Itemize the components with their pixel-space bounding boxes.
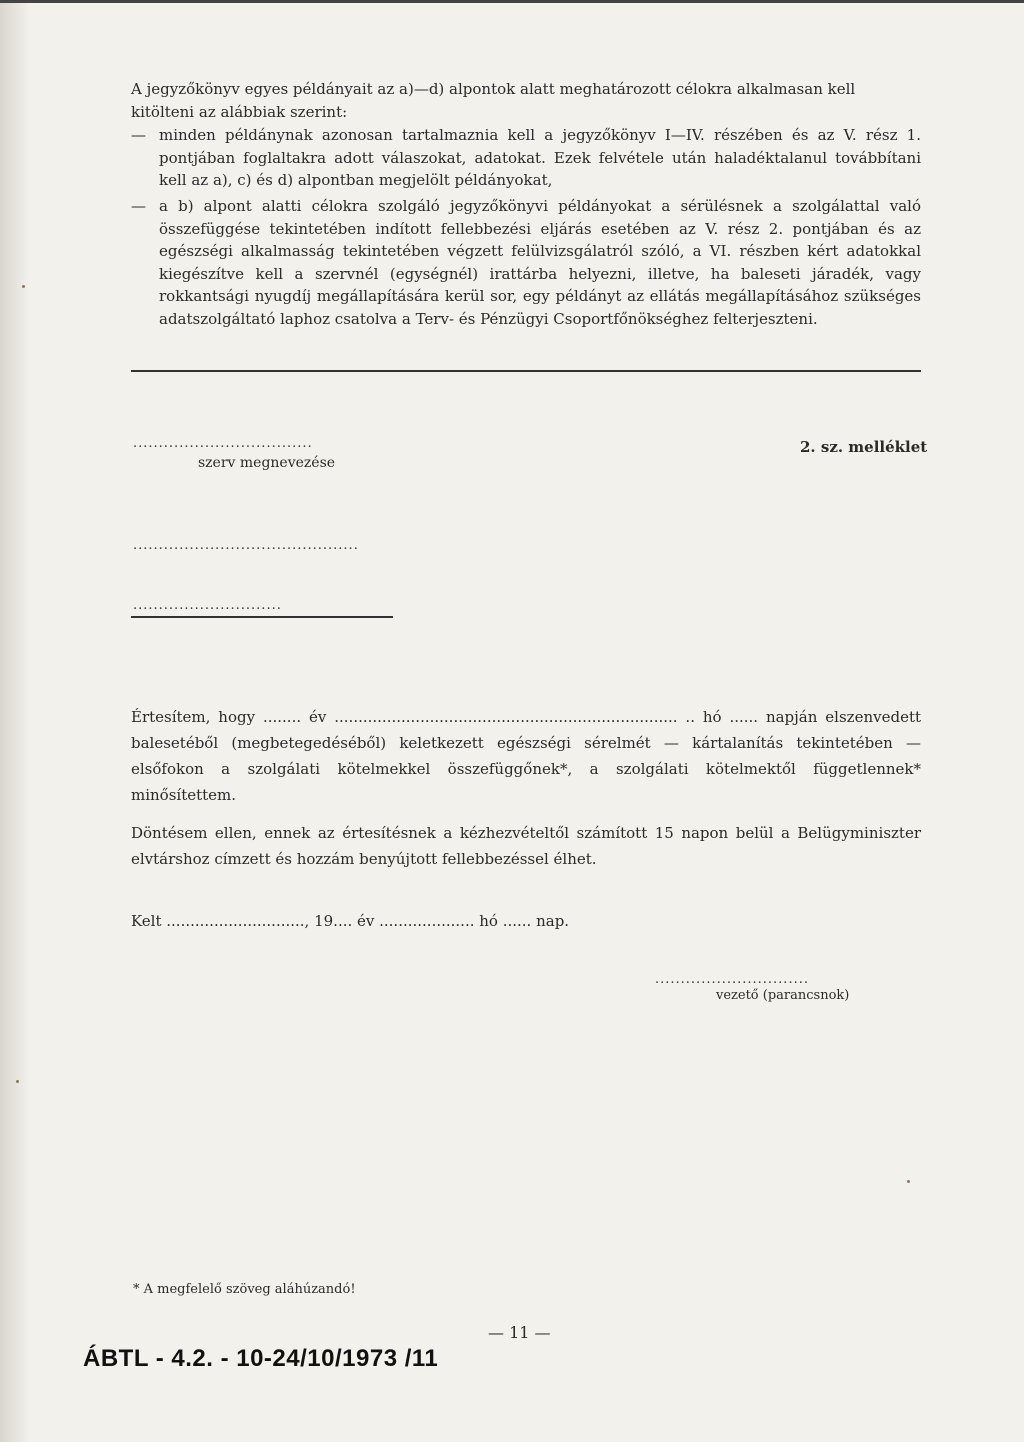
scan-speck <box>22 285 25 288</box>
org-name-dots: ................................... <box>133 436 313 451</box>
notification-paragraph: Értesítem, hogy ........ év ........................................................................ .. hó ...... napján elszenvedett balesetéből (megbetegedéséből) keletkezett egészségi sérelmét — kártalanítás tekintetében — elsőfokon a szolgálati kötelmekkel összefüggőnek*, a szolgálati kötelmektől függetlennek* minősítettem. <box>131 708 921 804</box>
list-item-text: minden példánynak azonosan tartalmaznia kell a jegyzőkönyv I—IV. részében és az V. rész 1. pontjában foglaltakra adott válaszokat, adatokat. Ezek felvétele után haladéktalanul továbbítani kell az a), c) és d) alpontban megjelölt példányokat, <box>159 126 921 189</box>
archive-reference: ÁBTL - 4.2. - 10-24/10/1973 /11 <box>83 1345 439 1372</box>
annex-label: 2. sz. melléklet <box>800 438 928 456</box>
intro-text: A jegyzőkönyv egyes példányait az a)—d) alpontok alatt meghatározott célokra alkalmasan kell kitölteni az alábbiak szerint: <box>131 80 856 121</box>
address-dots-2: ............................. <box>133 598 282 613</box>
scan-edge-shadow <box>0 0 30 1442</box>
signature-dots: .............................. <box>655 972 809 987</box>
scan-speck <box>16 1080 19 1083</box>
scan-speck <box>907 1180 910 1183</box>
date-line: Kelt ............................., 19.... év .................... hó ...... nap. <box>131 912 570 930</box>
section-divider <box>131 370 921 372</box>
appeal-paragraph: Döntésem ellen, ennek az értesítésnek a kézhezvételtől számított 15 napon belül a Belügyminiszter elvtárshoz címzett és hozzám benyújtott fellebbezéssel élhet. <box>131 824 921 868</box>
dash-bullet: — <box>131 197 146 215</box>
dash-bullet: — <box>131 126 146 144</box>
address-dots-1: ............................................ <box>133 538 359 553</box>
footnote: * A megfelelő szöveg aláhúzandó! <box>133 1282 356 1297</box>
top-border <box>0 0 1024 3</box>
list-item <box>131 124 921 192</box>
page-number: — 11 — <box>488 1323 551 1342</box>
org-name-label: szerv megnevezése <box>198 455 336 471</box>
signature-label: vezető (parancsnok) <box>716 988 850 1003</box>
list-item-text: a b) alpont alatti célokra szolgáló jegyzőkönyvi példányokat a sérülésnek a szolgálattal való összefüggése tekintetében indított fellebbezési eljárás esetében az V. rész 2. pontjában és az egészségi alkalmasság tekintetében végzett felülvizsgálatról szóló, a VI. részben kért adatokkal kiegészítve kell a szervnél (egységnél) irattárba helyezni, illetve, ha baleseti járadék, vagy rokkantsági nyugdíj megállapítására kerül sor, egy példányt az ellátás megállapításához szükséges adatszolgáltató laphoz csatolva a Terv- és Pénzügyi Csoportfőnökséghez felterjeszteni. <box>159 197 921 328</box>
list-item <box>131 195 921 330</box>
address-underline <box>131 616 393 618</box>
